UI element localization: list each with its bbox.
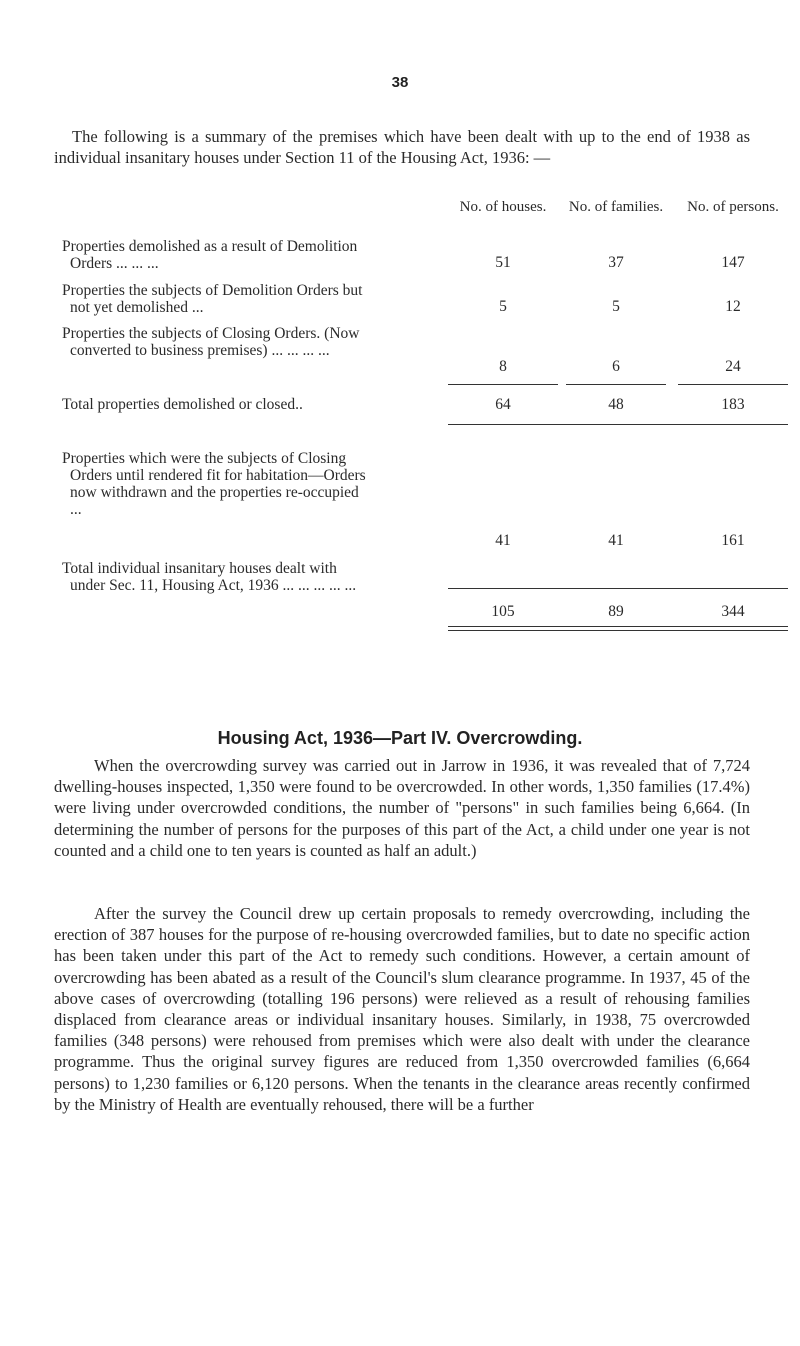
paragraph-survey: When the overcrowding survey was carried out in Jarrow in 1936, it was revealed that of 7,724 dwelling-houses inspected, 1,350 were found to be overcrowded. In other words, 1,350 families (17.4%) were living under overcrowded conditions, the number of "persons" in such families being 6,664. (In determining the number of persons for the purposes of this part of the Act, a child under one year is not counted and a child one to ten years is counted as half an adult.) [54, 756, 750, 860]
row-label-demolished: Properties demolished as a result of Demolition Orders ... ... ... [62, 238, 358, 272]
cell-families-total-demolished: 48 [608, 396, 624, 413]
rule-grand-total-double [448, 626, 788, 631]
intro-paragraph: The following is a summary of the premises which have been dealt with up to the end of 1938 as individual insanitary houses under Section 11 of the Housing Act, 1936: — [54, 127, 750, 167]
cell-persons-closing: 24 [725, 358, 741, 375]
cell-families-reoccupied: 41 [608, 532, 624, 549]
rule-total2 [448, 588, 788, 589]
rule-total1-families [566, 384, 666, 385]
col-head-families: No. of families. [568, 199, 664, 215]
paragraph-proposals: After the survey the Council drew up certain proposals to remedy overcrowding, including the erection of 387 houses for the purpose of re-housing overcrowded families, but to date no specific action has been taken under this part of the Act to remedy such conditions. However, a certain amount of overcrowding has been abated as a result of the Council's slum clearance programme. In 1937, 45 of the above cases of overcrowding (totalling 196 persons) were relieved as a result of rehousing families displaced from clearance areas or individual insanitary houses. Similarly, in 1938, 75 overcrowded families (348 persons) were rehoused from premises which were also dealt with under the clearance programme. Thus the original survey figures are reduced from 1,350 overcrowded families (6,664 persons) to 1,230 families or 6,120 persons. When the tenants in the clearance areas recently confirmed by the Ministry of Health are eventually rehoused, there will be a further [54, 904, 750, 1114]
section-heading: Housing Act, 1936—Part IV. Overcrowding. [217, 728, 583, 748]
row-label-closing-orders: Properties the subjects of Closing Orders. (Now converted to business premises) ... ... ... ... [62, 325, 360, 359]
rule-total1-persons [678, 384, 788, 385]
row-label-grand-total: Total individual insanitary houses dealt with under Sec. 11, Housing Act, 1936 ... ... ... ... ... [62, 560, 357, 594]
row-label-total-demolished: Total properties demolished or closed.. [62, 396, 303, 413]
cell-families-not-yet: 5 [612, 298, 620, 315]
row-label-reoccupied: Properties which were the subjects of Closing Orders until rendered fit for habitation—Orders now withdrawn and the properties re-occupied ... [62, 450, 366, 518]
cell-families-demolished: 37 [608, 254, 624, 271]
rule-after-total1 [448, 424, 788, 425]
cell-houses-demolished: 51 [495, 254, 511, 271]
cell-houses-closing: 8 [499, 358, 507, 375]
cell-persons-reoccupied: 161 [721, 532, 745, 549]
cell-persons-total-demolished: 183 [721, 396, 745, 413]
rule-total1-houses [448, 384, 558, 385]
col-head-houses: No. of houses. [459, 199, 547, 215]
cell-persons-demolished: 147 [721, 254, 745, 271]
cell-houses-not-yet: 5 [499, 298, 507, 315]
cell-persons-not-yet: 12 [725, 298, 741, 315]
cell-families-closing: 6 [612, 358, 620, 375]
col-head-persons: No. of persons. [687, 199, 779, 215]
row-label-not-yet-demolished: Properties the subjects of Demolition Orders but not yet demolished ... [62, 282, 363, 316]
page-number: 38 [391, 74, 409, 91]
cell-houses-total-demolished: 64 [495, 396, 511, 413]
cell-persons-grand-total: 344 [721, 603, 745, 620]
cell-houses-grand-total: 105 [491, 603, 515, 620]
cell-families-grand-total: 89 [608, 603, 624, 620]
cell-houses-reoccupied: 41 [495, 532, 511, 549]
